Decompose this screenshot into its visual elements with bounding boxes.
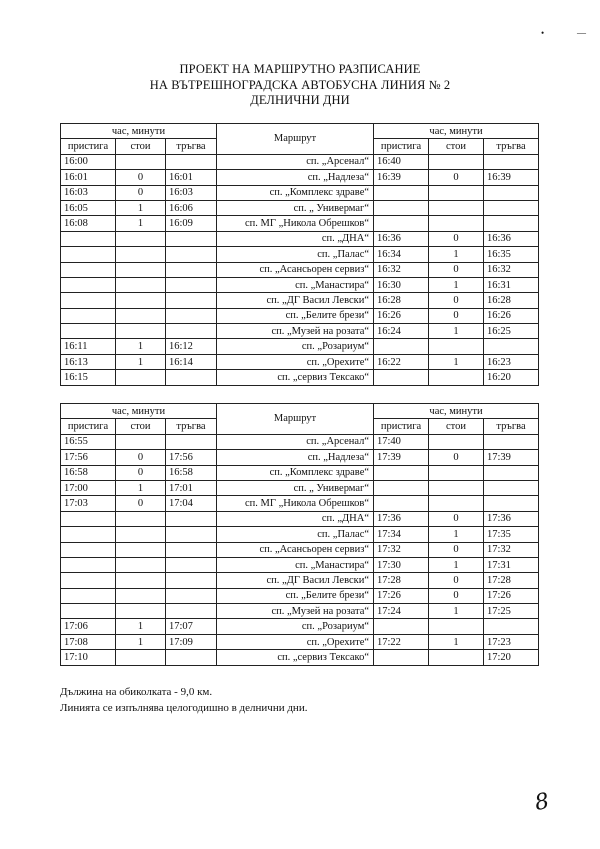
return-arrive-cell: 16:30	[374, 277, 429, 292]
stop-name-cell: сп. „Розариум“	[217, 339, 374, 354]
table-row	[61, 154, 539, 169]
return-stay-cell: 1	[429, 324, 484, 339]
outbound-depart-cell	[166, 434, 217, 449]
header-arrive: пристига	[374, 419, 429, 434]
table-row	[61, 634, 539, 649]
return-stay-cell: 1	[429, 277, 484, 292]
return-depart-cell	[484, 154, 539, 169]
outbound-stay-cell	[116, 308, 166, 323]
table-row	[61, 277, 539, 292]
outbound-depart-cell	[166, 231, 217, 246]
stop-name-cell: сп. „Палас“	[217, 247, 374, 262]
return-stay-cell	[429, 200, 484, 215]
return-stay-cell	[429, 480, 484, 495]
table-row	[61, 293, 539, 308]
return-stay-cell: 1	[429, 247, 484, 262]
stop-name-cell: сп. МГ „Никола Обрешков“	[217, 216, 374, 231]
return-stay-cell	[429, 216, 484, 231]
outbound-arrive-cell	[61, 308, 116, 323]
return-stay-cell: 0	[429, 511, 484, 526]
outbound-stay-cell: 0	[116, 496, 166, 511]
stop-name-cell: сп. „ Универмаг“	[217, 200, 374, 215]
return-arrive-cell: 17:36	[374, 511, 429, 526]
table-row	[61, 527, 539, 542]
return-arrive-cell: 16:36	[374, 231, 429, 246]
return-depart-cell	[484, 465, 539, 480]
return-depart-cell: 16:23	[484, 354, 539, 369]
stop-name-cell: сп. „сервиз Тексако“	[217, 370, 374, 385]
outbound-depart-cell: 17:56	[166, 450, 217, 465]
outbound-stay-cell	[116, 247, 166, 262]
stop-name-cell: сп. „ДГ Васил Левски“	[217, 573, 374, 588]
return-depart-cell	[484, 480, 539, 495]
return-stay-cell	[429, 434, 484, 449]
return-stay-cell: 0	[429, 542, 484, 557]
return-depart-cell	[484, 185, 539, 200]
stop-name-cell: сп. „сервиз Тексако“	[217, 650, 374, 665]
stop-name-cell: сп. „Комплекс здраве“	[217, 465, 374, 480]
outbound-arrive-cell: 16:11	[61, 339, 116, 354]
outbound-stay-cell	[116, 154, 166, 169]
outbound-depart-cell	[166, 293, 217, 308]
outbound-depart-cell: 17:07	[166, 619, 217, 634]
header-depart: тръгва	[166, 419, 217, 434]
table-row	[61, 542, 539, 557]
return-depart-cell: 16:35	[484, 247, 539, 262]
outbound-depart-cell	[166, 262, 217, 277]
header-time-group-right: час, минути	[374, 404, 539, 419]
outbound-depart-cell: 17:04	[166, 496, 217, 511]
return-depart-cell: 17:25	[484, 604, 539, 619]
title-line-3: ДЕЛНИЧНИ ДНИ	[250, 93, 350, 107]
return-arrive-cell: 17:30	[374, 557, 429, 572]
stop-name-cell: сп. „Орехите“	[217, 354, 374, 369]
return-arrive-cell: 17:40	[374, 434, 429, 449]
table-row	[61, 339, 539, 354]
table-row	[61, 262, 539, 277]
return-arrive-cell	[374, 370, 429, 385]
outbound-stay-cell	[116, 557, 166, 572]
stop-name-cell: сп. „ДНА“	[217, 231, 374, 246]
title-line-1: ПРОЕКТ НА МАРШРУТНО РАЗПИСАНИЕ	[179, 62, 421, 76]
table-row	[61, 650, 539, 665]
table-row	[61, 200, 539, 215]
stop-name-cell: сп. „Надлеза“	[217, 450, 374, 465]
return-stay-cell: 1	[429, 527, 484, 542]
outbound-arrive-cell	[61, 542, 116, 557]
return-stay-cell: 0	[429, 262, 484, 277]
table-row	[61, 557, 539, 572]
outbound-depart-cell	[166, 308, 217, 323]
outbound-depart-cell: 16:09	[166, 216, 217, 231]
scan-mark-right: —	[577, 28, 586, 38]
outbound-stay-cell: 1	[116, 216, 166, 231]
table-row	[61, 604, 539, 619]
page-number: 8	[532, 788, 552, 817]
stop-name-cell: сп. „Арсенал“	[217, 154, 374, 169]
outbound-depart-cell	[166, 277, 217, 292]
header-depart: тръгва	[484, 139, 539, 154]
outbound-stay-cell	[116, 262, 166, 277]
outbound-arrive-cell: 17:08	[61, 634, 116, 649]
schedule-table-2	[60, 403, 539, 666]
header-stay: стои	[116, 139, 166, 154]
return-depart-cell: 17:36	[484, 511, 539, 526]
return-depart-cell	[484, 496, 539, 511]
outbound-arrive-cell: 16:08	[61, 216, 116, 231]
header-arrive: пристига	[61, 419, 116, 434]
return-stay-cell	[429, 339, 484, 354]
outbound-depart-cell	[166, 542, 217, 557]
return-depart-cell	[484, 619, 539, 634]
outbound-stay-cell	[116, 370, 166, 385]
return-stay-cell	[429, 185, 484, 200]
outbound-stay-cell: 0	[116, 170, 166, 185]
return-stay-cell: 0	[429, 588, 484, 603]
stop-name-cell: сп. „ДГ Васил Левски“	[217, 293, 374, 308]
outbound-arrive-cell	[61, 557, 116, 572]
outbound-depart-cell	[166, 247, 217, 262]
stop-name-cell: сп. „Асансьорен сервиз“	[217, 542, 374, 557]
return-arrive-cell	[374, 496, 429, 511]
outbound-arrive-cell	[61, 511, 116, 526]
return-stay-cell: 0	[429, 573, 484, 588]
return-arrive-cell: 17:34	[374, 527, 429, 542]
header-time-group-left: час, минути	[61, 404, 217, 419]
table-row	[61, 231, 539, 246]
table-row	[61, 434, 539, 449]
title-line-2: НА ВЪТРЕШНОГРАДСКА АВТОБУСНА ЛИНИЯ № 2	[149, 77, 451, 92]
table-row	[61, 247, 539, 262]
return-arrive-cell	[374, 650, 429, 665]
outbound-arrive-cell	[61, 527, 116, 542]
stop-name-cell: сп. „Белите брези“	[217, 308, 374, 323]
header-route: Маршрут	[217, 124, 374, 155]
header-stay: стои	[429, 139, 484, 154]
header-time-group-right: час, минути	[374, 124, 539, 139]
header-time-group-left: час, минути	[61, 124, 217, 139]
header-stay: стои	[429, 419, 484, 434]
table-row	[61, 170, 539, 185]
return-depart-cell: 17:39	[484, 450, 539, 465]
return-arrive-cell: 17:22	[374, 634, 429, 649]
table-row	[61, 496, 539, 511]
return-stay-cell: 1	[429, 634, 484, 649]
outbound-stay-cell: 0	[116, 465, 166, 480]
table-row	[61, 354, 539, 369]
outbound-arrive-cell	[61, 262, 116, 277]
outbound-stay-cell	[116, 511, 166, 526]
return-arrive-cell: 17:24	[374, 604, 429, 619]
stop-name-cell: сп. „Музей на розата“	[217, 324, 374, 339]
outbound-stay-cell	[116, 231, 166, 246]
outbound-arrive-cell: 17:00	[61, 480, 116, 495]
return-stay-cell: 0	[429, 170, 484, 185]
outbound-stay-cell	[116, 324, 166, 339]
return-depart-cell: 16:26	[484, 308, 539, 323]
stop-name-cell: сп. „Комплекс здраве“	[217, 185, 374, 200]
return-stay-cell	[429, 465, 484, 480]
stop-name-cell: сп. „ДНА“	[217, 511, 374, 526]
outbound-arrive-cell: 16:55	[61, 434, 116, 449]
table-row	[61, 308, 539, 323]
outbound-depart-cell: 16:12	[166, 339, 217, 354]
table-row	[61, 588, 539, 603]
stop-name-cell: сп. „Музей на розата“	[217, 604, 374, 619]
outbound-stay-cell	[116, 277, 166, 292]
outbound-depart-cell	[166, 588, 217, 603]
outbound-arrive-cell: 16:15	[61, 370, 116, 385]
return-arrive-cell: 17:28	[374, 573, 429, 588]
return-stay-cell: 1	[429, 354, 484, 369]
outbound-arrive-cell	[61, 324, 116, 339]
outbound-stay-cell	[116, 527, 166, 542]
return-depart-cell	[484, 216, 539, 231]
outbound-arrive-cell: 16:58	[61, 465, 116, 480]
return-arrive-cell: 16:24	[374, 324, 429, 339]
return-depart-cell: 16:39	[484, 170, 539, 185]
outbound-arrive-cell: 17:03	[61, 496, 116, 511]
return-arrive-cell: 17:26	[374, 588, 429, 603]
outbound-stay-cell	[116, 650, 166, 665]
return-arrive-cell: 16:26	[374, 308, 429, 323]
outbound-stay-cell: 1	[116, 480, 166, 495]
return-arrive-cell	[374, 480, 429, 495]
outbound-depart-cell	[166, 650, 217, 665]
header-row	[61, 124, 539, 139]
return-depart-cell	[484, 339, 539, 354]
outbound-depart-cell: 16:58	[166, 465, 217, 480]
table-row	[61, 511, 539, 526]
outbound-depart-cell	[166, 154, 217, 169]
outbound-depart-cell: 17:01	[166, 480, 217, 495]
return-depart-cell: 17:32	[484, 542, 539, 557]
outbound-depart-cell	[166, 370, 217, 385]
outbound-stay-cell	[116, 293, 166, 308]
outbound-arrive-cell: 17:06	[61, 619, 116, 634]
table-row	[61, 370, 539, 385]
notes	[60, 684, 307, 716]
return-depart-cell: 17:28	[484, 573, 539, 588]
header-stay: стои	[116, 419, 166, 434]
document-title	[0, 62, 600, 109]
return-depart-cell: 16:31	[484, 277, 539, 292]
outbound-arrive-cell: 16:05	[61, 200, 116, 215]
return-stay-cell: 0	[429, 231, 484, 246]
return-arrive-cell: 16:28	[374, 293, 429, 308]
outbound-arrive-cell	[61, 588, 116, 603]
header-arrive: пристига	[374, 139, 429, 154]
return-stay-cell	[429, 154, 484, 169]
outbound-arrive-cell: 16:01	[61, 170, 116, 185]
outbound-stay-cell	[116, 604, 166, 619]
return-arrive-cell: 16:32	[374, 262, 429, 277]
table-row	[61, 480, 539, 495]
return-depart-cell: 17:31	[484, 557, 539, 572]
outbound-stay-cell: 1	[116, 634, 166, 649]
return-depart-cell: 16:28	[484, 293, 539, 308]
return-arrive-cell: 17:32	[374, 542, 429, 557]
schedule-table-1	[60, 123, 539, 386]
return-stay-cell: 0	[429, 293, 484, 308]
scan-mark-left: •	[541, 28, 545, 38]
return-stay-cell	[429, 619, 484, 634]
return-stay-cell: 0	[429, 450, 484, 465]
stop-name-cell: сп. „Белите брези“	[217, 588, 374, 603]
outbound-depart-cell: 16:03	[166, 185, 217, 200]
return-arrive-cell: 16:22	[374, 354, 429, 369]
return-arrive-cell	[374, 200, 429, 215]
return-depart-cell: 16:20	[484, 370, 539, 385]
return-depart-cell: 17:35	[484, 527, 539, 542]
return-arrive-cell: 16:39	[374, 170, 429, 185]
return-depart-cell: 16:36	[484, 231, 539, 246]
return-arrive-cell	[374, 216, 429, 231]
outbound-depart-cell	[166, 573, 217, 588]
return-arrive-cell: 16:40	[374, 154, 429, 169]
stop-name-cell: сп. „Манастира“	[217, 277, 374, 292]
return-stay-cell	[429, 650, 484, 665]
stop-name-cell: сп. „Розариум“	[217, 619, 374, 634]
return-depart-cell: 17:20	[484, 650, 539, 665]
stop-name-cell: сп. „Орехите“	[217, 634, 374, 649]
outbound-stay-cell	[116, 573, 166, 588]
outbound-depart-cell	[166, 604, 217, 619]
stop-name-cell: сп. МГ „Никола Обрешков“	[217, 496, 374, 511]
table-row	[61, 324, 539, 339]
outbound-stay-cell	[116, 434, 166, 449]
outbound-stay-cell: 0	[116, 185, 166, 200]
header-row	[61, 404, 539, 419]
outbound-arrive-cell	[61, 293, 116, 308]
outbound-arrive-cell: 16:00	[61, 154, 116, 169]
outbound-depart-cell: 17:09	[166, 634, 217, 649]
outbound-depart-cell: 16:06	[166, 200, 217, 215]
outbound-stay-cell	[116, 588, 166, 603]
return-arrive-cell	[374, 465, 429, 480]
stop-name-cell: сп. „Асансьорен сервиз“	[217, 262, 374, 277]
return-arrive-cell	[374, 619, 429, 634]
outbound-arrive-cell: 16:13	[61, 354, 116, 369]
outbound-depart-cell: 16:01	[166, 170, 217, 185]
outbound-arrive-cell	[61, 247, 116, 262]
return-depart-cell	[484, 200, 539, 215]
return-arrive-cell: 17:39	[374, 450, 429, 465]
header-arrive: пристига	[61, 139, 116, 154]
outbound-depart-cell	[166, 527, 217, 542]
return-depart-cell: 16:25	[484, 324, 539, 339]
return-stay-cell	[429, 496, 484, 511]
return-stay-cell: 0	[429, 308, 484, 323]
outbound-stay-cell: 0	[116, 450, 166, 465]
return-depart-cell: 17:23	[484, 634, 539, 649]
outbound-stay-cell	[116, 542, 166, 557]
outbound-stay-cell: 1	[116, 339, 166, 354]
outbound-arrive-cell	[61, 277, 116, 292]
outbound-arrive-cell	[61, 604, 116, 619]
outbound-arrive-cell: 16:03	[61, 185, 116, 200]
stop-name-cell: сп. „Надлеза“	[217, 170, 374, 185]
outbound-stay-cell: 1	[116, 200, 166, 215]
outbound-depart-cell	[166, 324, 217, 339]
table-row	[61, 185, 539, 200]
stop-name-cell: сп. „Палас“	[217, 527, 374, 542]
operation-note: Линията се изпълнява целогодишно в делнични дни.	[60, 702, 308, 714]
stop-name-cell: сп. „ Универмаг“	[217, 480, 374, 495]
outbound-depart-cell	[166, 557, 217, 572]
outbound-depart-cell: 16:14	[166, 354, 217, 369]
route-length-note: Дължина на обиколката - 9,0 км.	[60, 686, 213, 698]
return-depart-cell: 16:32	[484, 262, 539, 277]
outbound-depart-cell	[166, 511, 217, 526]
return-stay-cell: 1	[429, 557, 484, 572]
return-arrive-cell	[374, 185, 429, 200]
outbound-stay-cell: 1	[116, 619, 166, 634]
table-row	[61, 619, 539, 634]
header-depart: тръгва	[166, 139, 217, 154]
return-depart-cell: 17:26	[484, 588, 539, 603]
outbound-arrive-cell: 17:10	[61, 650, 116, 665]
return-stay-cell	[429, 370, 484, 385]
header-route: Маршрут	[217, 404, 374, 435]
stop-name-cell: сп. „Манастира“	[217, 557, 374, 572]
outbound-arrive-cell	[61, 231, 116, 246]
table-row	[61, 216, 539, 231]
outbound-arrive-cell: 17:56	[61, 450, 116, 465]
outbound-stay-cell: 1	[116, 354, 166, 369]
header-depart: тръгва	[484, 419, 539, 434]
return-arrive-cell: 16:34	[374, 247, 429, 262]
outbound-arrive-cell	[61, 573, 116, 588]
table-row	[61, 465, 539, 480]
return-depart-cell	[484, 434, 539, 449]
table-row	[61, 573, 539, 588]
table-row	[61, 450, 539, 465]
stop-name-cell: сп. „Арсенал“	[217, 434, 374, 449]
return-stay-cell: 1	[429, 604, 484, 619]
return-arrive-cell	[374, 339, 429, 354]
